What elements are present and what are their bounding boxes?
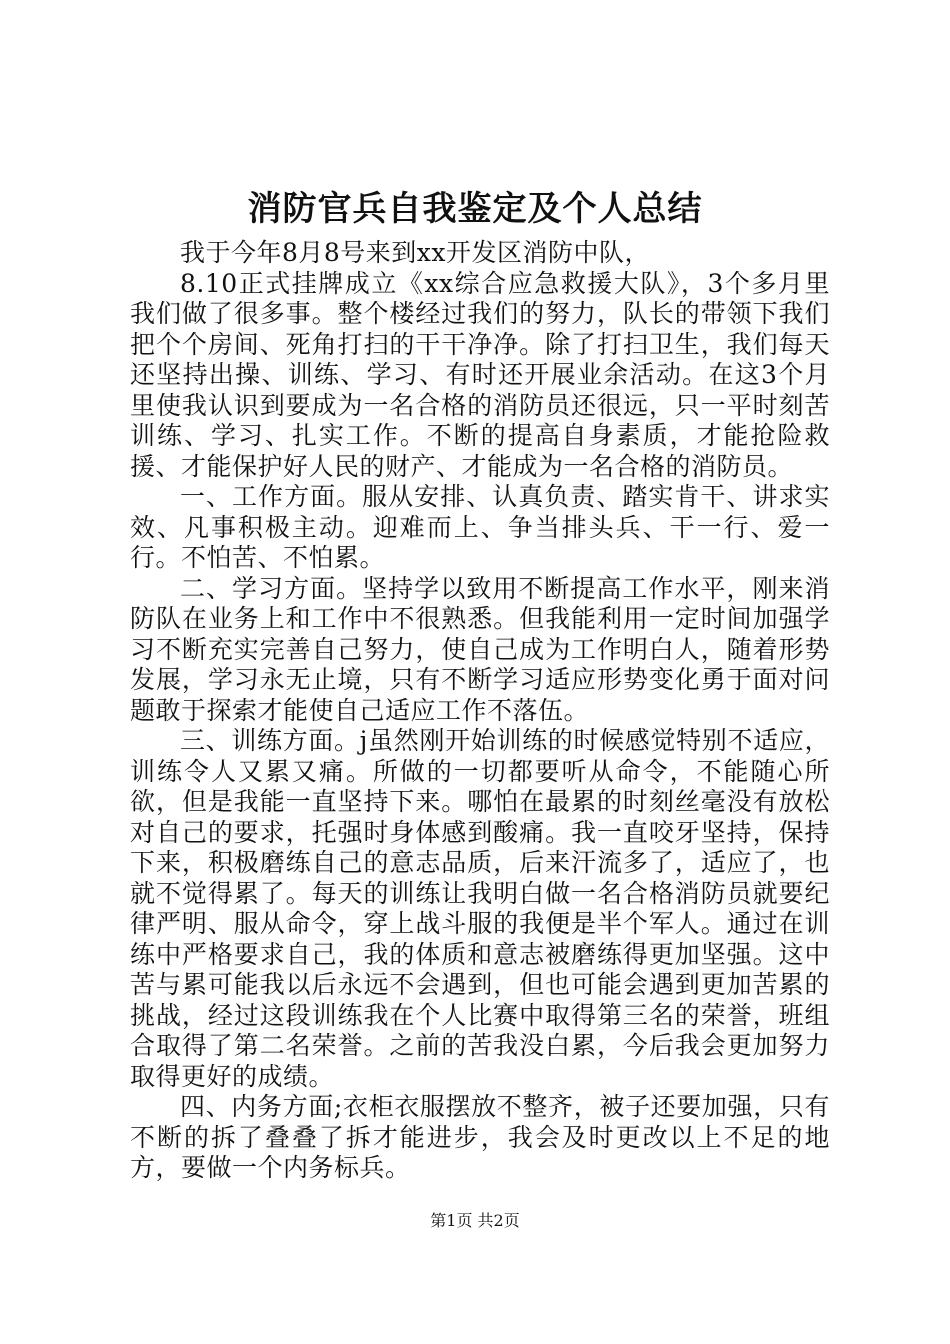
page-number-footer: 第1页 共2页 [430, 1211, 520, 1230]
paragraph-overview: 8.10正式挂牌成立《xx综合应急救援大队》，3个多月里我们做了很多事。整个楼经过我们的努力，队长的带领下我们把个个房间、死角打扫的干干净净。除了打扫卫生，我们每天还坚持出操、训练、学习、有时还开展业余活动。在这3个月里使我认识到要成为一名合格的消防员还很远，只一平时刻苦训练、学习、扎实工作。不断的提高自身素质，才能抢险救援、才能保护好人民的财产、才能成为一名合格的消防员。 [130, 268, 830, 481]
document-body [130, 238, 830, 1184]
paragraph-housekeeping: 四、内务方面;衣柜衣服摆放不整齐，被子还要加强，只有不断的拆了叠叠了拆才能进步，我会及时更改以上不足的地方，要做一个内务标兵。 [130, 1092, 830, 1182]
paragraph-work: 一、工作方面。服从安排、认真负责、踏实肯干、讲求实效、凡事积极主动。迎难而上、争当排头兵、干一行、爱一行。不怕苦、不怕累。 [130, 482, 830, 572]
document-title: 消防官兵自我鉴定及个人总结 [247, 189, 703, 229]
paragraph-training: 三、训练方面。j虽然刚开始训练的时候感觉特别不适应，训练令人又累又痛。所做的一切都要听从命令，不能随心所欲，但是我能一直坚持下来。哪怕在最累的时刻丝毫没有放松对自己的要求，托强时身体感到酸痛。我一直咬牙坚持，保持下来，积极磨练自己的意志品质，后来汗流多了，适应了，也就不觉得累了。每天的训练让我明白做一名合格消防员就要纪律严明、服从命令，穿上战斗服的我便是半个军人。通过在训练中严格要求自己，我的体质和意志被磨练得更加坚强。这中苦与累可能我以后永远不会遇到，但也可能会遇到更加苦累的挑战，经过这段训练我在个人比赛中取得第三名的荣誉，班组合取得了第二名荣誉。之前的苦我没白累，今后我会更加努力取得更好的成绩。 [130, 726, 830, 1091]
paragraph-intro: 我于今年8月8号来到xx开发区消防中队， [180, 238, 651, 267]
paragraph-study: 二、学习方面。坚持学以致用不断提高工作水平，刚来消防队在业务上和工作中不很熟悉。但我能利用一定时间加强学习不断充实完善自己努力，使自己成为工作明白人，随着形势发展，学习永无止境，只有不断学习适应形势变化勇于面对问题敢于探索才能使自己适应工作不落伍。 [130, 573, 830, 725]
